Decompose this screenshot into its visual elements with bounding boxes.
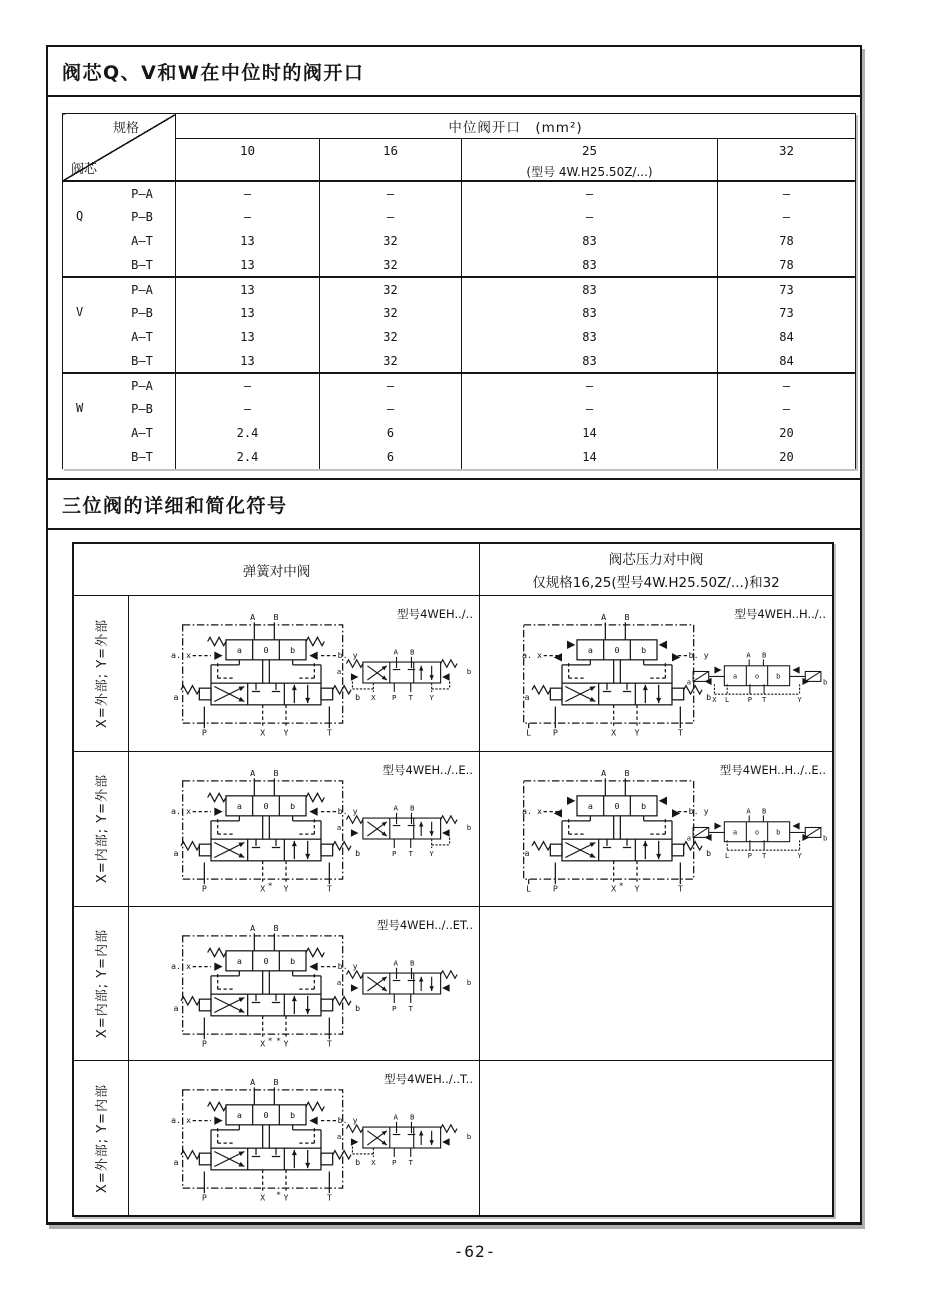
svg-text:a: a <box>686 677 691 687</box>
table-row <box>63 277 856 301</box>
row-label-cell <box>74 596 129 751</box>
value-cell: – <box>462 205 718 229</box>
svg-text:A: A <box>250 611 256 622</box>
svg-text:a: a <box>336 1132 342 1142</box>
spool-opening-table <box>62 113 856 469</box>
svg-text:b. y: b. y <box>688 805 709 816</box>
spool-path-cell <box>63 301 176 325</box>
svg-text:0: 0 <box>614 800 620 811</box>
section2-title: 三位阀的详细和简化符号 <box>62 494 288 517</box>
svg-text:b: b <box>355 847 361 858</box>
model-label: 型号4WEH../.. <box>397 607 473 621</box>
size-25-note: (型号 4W.H25.50Z/...) <box>526 165 653 179</box>
svg-text:Y: Y <box>283 883 289 894</box>
path-label: P–A <box>131 282 153 297</box>
svg-text:a: a <box>336 977 342 987</box>
header-pressure-line1: 阀芯压力对中阀 <box>608 552 704 568</box>
value-cell: – <box>320 373 462 397</box>
svg-text:A: A <box>601 611 607 622</box>
spool-path-cell <box>63 421 176 445</box>
svg-text:B: B <box>273 1077 279 1088</box>
size-16: 16 <box>320 139 462 182</box>
value-cell: 20 <box>718 445 856 469</box>
svg-text:B: B <box>409 958 415 968</box>
symbol-cell <box>129 907 479 1061</box>
path-label: P–A <box>131 378 153 393</box>
header-spring-centered: 弹簧对中阀 <box>242 563 311 580</box>
svg-text:X: X <box>371 693 376 703</box>
spool-letter: W <box>76 401 84 415</box>
svg-text:T: T <box>761 695 767 705</box>
table-size-row <box>63 139 856 182</box>
svg-text:Y: Y <box>283 1038 289 1049</box>
spool-letter: Q <box>76 209 84 223</box>
svg-text:0: 0 <box>263 1110 269 1121</box>
table-row <box>63 253 856 277</box>
value-cell: 32 <box>320 301 462 325</box>
value-cell: – <box>176 205 320 229</box>
value-cell: – <box>462 181 718 205</box>
simplified-valve-symbol <box>686 640 828 720</box>
path-label: P–B <box>131 402 153 416</box>
svg-text:0: 0 <box>614 645 620 656</box>
row-label-cell <box>74 1061 129 1215</box>
value-cell: – <box>320 205 462 229</box>
svg-text:a: a <box>587 800 593 811</box>
table-row <box>63 229 856 253</box>
svg-text:P: P <box>552 727 558 738</box>
svg-text:T: T <box>408 1003 413 1013</box>
size-10: 10 <box>176 139 320 182</box>
section1-title-bar <box>48 47 860 97</box>
svg-text:B: B <box>409 803 415 813</box>
value-cell: – <box>176 181 320 205</box>
symbol-row <box>74 1060 832 1215</box>
symbol-cell <box>479 752 832 906</box>
value-cell: – <box>718 205 856 229</box>
value-cell: 83 <box>462 229 718 253</box>
value-cell: 14 <box>462 445 718 469</box>
svg-text:a: a <box>524 691 530 702</box>
svg-text:B: B <box>624 611 630 622</box>
svg-text:X: X <box>712 695 717 705</box>
svg-text:T: T <box>326 1038 332 1049</box>
pilot-drain-label: X=内部; Y=外部 <box>95 774 111 884</box>
value-cell: – <box>718 181 856 205</box>
value-cell: 13 <box>176 325 320 349</box>
corner-label-spec: 规格 <box>113 121 140 136</box>
content-frame <box>46 45 862 1225</box>
value-cell: 73 <box>718 301 856 325</box>
value-cell: 13 <box>176 253 320 277</box>
table-row <box>63 301 856 325</box>
value-cell: 6 <box>320 421 462 445</box>
svg-text:P: P <box>747 695 753 705</box>
path-label: B–T <box>131 353 153 368</box>
value-cell: – <box>176 373 320 397</box>
svg-text:A: A <box>746 650 751 660</box>
svg-text:b: b <box>641 800 647 811</box>
svg-text:0: 0 <box>263 955 269 966</box>
path-label: A–T <box>131 234 153 248</box>
table-row <box>63 421 856 445</box>
svg-text:b: b <box>290 955 296 966</box>
path-label: P–A <box>131 186 153 201</box>
svg-text:Y: Y <box>634 727 640 738</box>
simplified-valve-symbol <box>686 796 828 876</box>
value-cell: 83 <box>462 301 718 325</box>
svg-text:b: b <box>466 822 472 832</box>
value-cell: 84 <box>718 349 856 373</box>
symbol-table <box>72 542 834 1217</box>
value-cell: 32 <box>320 229 462 253</box>
svg-text:Y: Y <box>429 848 434 858</box>
svg-text:T: T <box>408 693 413 703</box>
svg-text:b. y: b. y <box>688 650 709 661</box>
symbol-row <box>74 906 832 1061</box>
svg-text:a: a <box>587 645 593 656</box>
value-cell: – <box>462 373 718 397</box>
svg-text:X: X <box>260 727 266 738</box>
svg-text:P: P <box>392 693 397 703</box>
svg-text:B: B <box>761 650 767 660</box>
value-cell: 84 <box>718 325 856 349</box>
table-row <box>63 181 856 205</box>
table-row <box>63 373 856 397</box>
svg-text:*: * <box>267 880 273 891</box>
svg-text:L: L <box>526 883 532 894</box>
svg-text:X: X <box>611 727 617 738</box>
value-cell: – <box>176 397 320 421</box>
value-cell: 14 <box>462 421 718 445</box>
svg-text:L: L <box>526 727 532 738</box>
svg-text:Y: Y <box>634 883 640 894</box>
value-cell: 20 <box>718 421 856 445</box>
simplified-valve-symbol <box>333 796 475 876</box>
table-row <box>63 445 856 469</box>
model-label: 型号4WEH..H../.. <box>734 607 826 621</box>
svg-text:L: L <box>725 695 730 705</box>
path-label: A–T <box>131 426 153 440</box>
svg-text:T: T <box>677 883 683 894</box>
svg-text:b. y: b. y <box>337 805 358 816</box>
spool-path-cell <box>63 253 176 277</box>
svg-text:a. x: a. x <box>521 650 543 661</box>
value-cell: 6 <box>320 445 462 469</box>
table-row <box>63 205 856 229</box>
simplified-valve-symbol <box>333 640 475 720</box>
svg-text:b. y: b. y <box>337 960 358 971</box>
value-cell: 2.4 <box>176 445 320 469</box>
value-cell: 83 <box>462 277 718 301</box>
value-cell: 78 <box>718 229 856 253</box>
svg-text:b: b <box>355 1002 361 1013</box>
svg-text:a. x: a. x <box>170 805 192 816</box>
svg-text:A: A <box>393 1112 399 1122</box>
symbol-cell <box>129 752 479 906</box>
svg-text:X: X <box>260 1038 266 1049</box>
table-header-row <box>63 114 856 139</box>
svg-text:P: P <box>201 883 207 894</box>
value-cell: 83 <box>462 253 718 277</box>
svg-text:a: a <box>173 1002 179 1013</box>
svg-text:L: L <box>725 850 730 860</box>
svg-text:A: A <box>393 958 399 968</box>
spool-path-cell <box>63 205 176 229</box>
spool-path-cell <box>63 373 176 397</box>
table-row <box>63 397 856 421</box>
svg-text:Y: Y <box>797 850 802 860</box>
svg-text:*: * <box>618 880 624 891</box>
spool-path-cell <box>63 181 176 205</box>
svg-text:A: A <box>393 803 399 813</box>
svg-text:a: a <box>173 847 179 858</box>
svg-text:Y: Y <box>429 693 434 703</box>
svg-text:X: X <box>260 1192 266 1203</box>
value-cell: 32 <box>320 277 462 301</box>
svg-text:P: P <box>201 1192 207 1203</box>
svg-text:*: * <box>275 1034 282 1045</box>
simplified-valve-symbol <box>333 951 475 1031</box>
spool-path-cell <box>63 397 176 421</box>
path-label: B–T <box>131 450 153 464</box>
svg-text:X: X <box>260 883 266 894</box>
simplified-valve-symbol <box>333 1105 475 1185</box>
svg-text:P: P <box>392 1003 397 1013</box>
model-label: 型号4WEH../..ET.. <box>376 917 473 932</box>
svg-text:b: b <box>706 691 712 702</box>
corner-label-spool: 阀芯 <box>71 162 98 177</box>
svg-text:A: A <box>601 767 607 778</box>
spool-letter: V <box>76 305 84 319</box>
svg-text:P: P <box>747 850 753 860</box>
svg-text:a: a <box>236 955 242 966</box>
section1-title: 阀芯Q、V和W在中位时的阀开口 <box>62 61 365 84</box>
svg-text:a: a <box>732 827 738 837</box>
svg-text:A: A <box>250 922 256 933</box>
svg-text:a: a <box>173 691 179 702</box>
svg-text:b: b <box>290 800 296 811</box>
svg-text:B: B <box>409 647 415 657</box>
symbol-row <box>74 751 832 906</box>
svg-text:A: A <box>746 806 751 816</box>
svg-text:b: b <box>290 645 296 656</box>
svg-text:b: b <box>466 667 472 677</box>
symbol-cell <box>129 1061 479 1215</box>
svg-text:Y: Y <box>283 727 289 738</box>
svg-text:a: a <box>336 822 342 832</box>
svg-text:a. x: a. x <box>170 650 192 661</box>
svg-text:P: P <box>392 1158 397 1168</box>
svg-text:a: a <box>236 800 242 811</box>
model-label: 型号4WEH../..E.. <box>382 762 473 777</box>
svg-text:T: T <box>326 1192 332 1203</box>
empty-cell <box>479 907 832 1061</box>
svg-text:P: P <box>552 883 558 894</box>
svg-text:b: b <box>466 1132 472 1142</box>
svg-text:0: 0 <box>263 645 269 656</box>
svg-text:T: T <box>326 727 332 738</box>
svg-text:T: T <box>761 850 767 860</box>
svg-text:B: B <box>273 611 279 622</box>
value-cell: 73 <box>718 277 856 301</box>
svg-text:X: X <box>611 883 617 894</box>
svg-text:T: T <box>677 727 683 738</box>
value-cell: 32 <box>320 253 462 277</box>
corner-cell <box>63 114 176 182</box>
svg-text:a: a <box>336 667 342 677</box>
svg-text:b: b <box>823 677 828 687</box>
size-25 <box>462 139 718 182</box>
svg-text:b. y: b. y <box>337 650 358 661</box>
svg-text:T: T <box>326 883 332 894</box>
value-cell: – <box>718 373 856 397</box>
svg-text:Y: Y <box>797 695 802 705</box>
svg-text:a: a <box>524 847 530 858</box>
pilot-drain-label: X=外部; Y=内部 <box>95 1083 111 1193</box>
spool-path-cell <box>63 325 176 349</box>
svg-text:b: b <box>466 977 472 987</box>
table-row <box>63 349 856 373</box>
svg-text:B: B <box>409 1112 415 1122</box>
svg-text:a: a <box>686 833 691 843</box>
svg-text:B: B <box>624 767 630 778</box>
symbol-row <box>74 596 832 751</box>
table-main-header: 中位阀开口 (mm²) <box>176 114 856 139</box>
size-25-value: 25 <box>581 143 598 158</box>
svg-text:a. x: a. x <box>521 805 543 816</box>
svg-text:P: P <box>201 727 207 738</box>
svg-text:a. x: a. x <box>170 960 192 971</box>
svg-text:X: X <box>371 1158 376 1168</box>
svg-text:b: b <box>641 645 647 656</box>
row-label-cell <box>74 752 129 906</box>
spool-path-cell <box>63 445 176 469</box>
value-cell: 13 <box>176 277 320 301</box>
row-label-cell <box>74 907 129 1061</box>
svg-text:o: o <box>754 827 760 837</box>
svg-text:T: T <box>408 848 413 858</box>
spool-path-cell <box>63 349 176 373</box>
page-number: -62- <box>453 1242 497 1261</box>
svg-text:B: B <box>273 767 279 778</box>
svg-text:*: * <box>275 1189 282 1200</box>
svg-text:b: b <box>776 671 781 681</box>
svg-text:b: b <box>290 1110 296 1121</box>
svg-text:Y: Y <box>283 1192 289 1203</box>
svg-text:P: P <box>201 1038 207 1049</box>
svg-text:*: * <box>267 1034 273 1045</box>
empty-cell <box>479 1061 832 1215</box>
path-label: B–T <box>131 257 153 272</box>
svg-text:a: a <box>732 671 738 681</box>
spool-path-cell <box>63 229 176 253</box>
pilot-drain-label: X=内部; Y=内部 <box>95 928 111 1038</box>
path-label: P–B <box>131 210 153 224</box>
symbol-table-header <box>74 544 832 596</box>
size-32: 32 <box>718 139 856 182</box>
section2-body <box>48 530 860 1225</box>
svg-text:A: A <box>250 767 256 778</box>
svg-text:a. x: a. x <box>170 1115 192 1126</box>
svg-text:b: b <box>355 1157 361 1168</box>
svg-text:a: a <box>236 645 242 656</box>
value-cell: 32 <box>320 349 462 373</box>
value-cell: – <box>462 397 718 421</box>
svg-text:a: a <box>173 1157 179 1168</box>
svg-text:B: B <box>761 806 767 816</box>
svg-text:B: B <box>273 922 279 933</box>
value-cell: 2.4 <box>176 421 320 445</box>
value-cell: 83 <box>462 349 718 373</box>
svg-text:0: 0 <box>263 800 269 811</box>
svg-text:a: a <box>236 1110 242 1121</box>
path-label: A–T <box>131 330 153 344</box>
svg-text:A: A <box>250 1077 256 1088</box>
value-cell: 13 <box>176 349 320 373</box>
value-cell: 13 <box>176 229 320 253</box>
value-cell: 32 <box>320 325 462 349</box>
svg-text:b: b <box>776 827 781 837</box>
svg-text:b: b <box>706 847 712 858</box>
pilot-drain-label: X=外部; Y=外部 <box>95 618 111 728</box>
path-label: P–B <box>131 306 153 320</box>
value-cell: – <box>320 397 462 421</box>
svg-text:b. y: b. y <box>337 1115 358 1126</box>
symbol-cell <box>129 596 479 751</box>
value-cell: 13 <box>176 301 320 325</box>
model-label: 型号4WEH../..T.. <box>384 1072 473 1087</box>
spool-path-cell <box>63 277 176 301</box>
model-label: 型号4WEH..H../..E.. <box>719 762 826 777</box>
svg-text:b: b <box>823 833 828 843</box>
value-cell: – <box>718 397 856 421</box>
header-pressure-centered <box>479 544 832 595</box>
value-cell: – <box>320 181 462 205</box>
svg-text:P: P <box>392 848 397 858</box>
section1-body <box>48 97 860 480</box>
svg-text:A: A <box>393 647 399 657</box>
svg-text:T: T <box>408 1158 413 1168</box>
value-cell: 83 <box>462 325 718 349</box>
symbol-cell <box>479 596 832 751</box>
svg-text:o: o <box>754 671 760 681</box>
table-row <box>63 325 856 349</box>
svg-text:b: b <box>355 691 361 702</box>
value-cell: 78 <box>718 253 856 277</box>
header-pressure-line2: 仅规格16,25(型号4W.H25.50Z/...)和32 <box>532 575 780 591</box>
section2-title-bar <box>48 480 860 530</box>
